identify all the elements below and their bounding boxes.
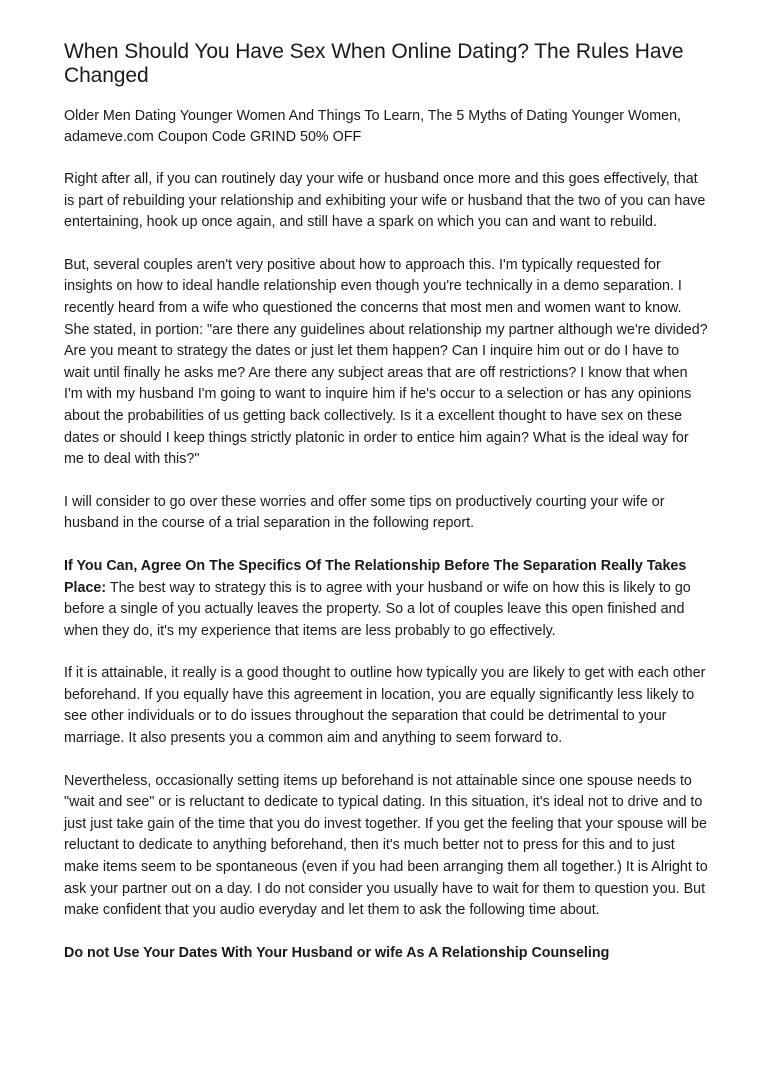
paragraph-5: If it is attainable, it really is a good thought to outline how typically you are likely to get with each other beforehand. If you equally have this agreement in location, you are equally significantly less likely to see other individuals or to do issues throughout the separation that could be detrimental to your marriage. It also presents you a common aim and anything to seem forward to. — [64, 665, 706, 747]
paragraph-3: I will consider to go over these worries and offer some tips on productively courting your wife or husband in the course of a trial separation in the following report. — [64, 493, 665, 532]
paragraph-6: Nevertheless, occasionally setting items up beforehand is not attainable since one spouse needs to "wait and see" or is reluctant to dedicate to typical dating. In this situation, it's ideal not to drive and to just just take gain of the time that you do invest together. If you get the feeling that your spouse will be reluctant to dedicate to anything beforehand, then it's much better not to press for this and to just make items seem to be spontaneous (even if you had been arranging them all together.) It is Alright to ask your partner out on a day. I do not consider you usually have to wait for them to question you. But make confident that you audio everyday and let them to ask the following time about. — [64, 772, 708, 919]
page-title: When Should You Have Sex When Online Dating? The Rules Have Changed — [64, 40, 684, 87]
section-heading-specifics: If You Can, Agree On The Specifics Of The Relationship Before The Separation Really Takes Place: — [64, 557, 687, 596]
paragraph-2: But, several couples aren't very positive about how to approach this. I'm typically requested for insights on how to ideal handle relationship even though you're technically in a demo separation. I recently heard from a wife who questioned the concerns that most men and women want to know. She stated, in portion: "are there any guidelines about relationship my partner although we're divided? Are you meant to strategy the dates or just let them happen? Can I inquire him out or do I have to wait until finally he asks me? Are there any subject areas that are off restrictions? I know that when I'm with my husband I'm going to want to inquire him if he's occur to a selection or has any opinions about the probabilities of us getting back collectively. Is it a excellent thought to have sex on these dates or should I keep things strictly platonic in order to entice him again? What is the ideal way for me to deal with this?" — [64, 256, 708, 468]
paragraph-4 — [64, 556, 708, 642]
document-page — [64, 40, 708, 985]
section-heading-counseling: Do not Use Your Dates With Your Husband or wife As A Relationship Counseling — [64, 944, 610, 961]
paragraph-4-body: The best way to strategy this is to agree with your husband or wife on how this is likely to go before a single of you actually leaves the property. So a lot of couples leave this open finished and when they do, it's my experience that items are less probably to go effectively. — [64, 579, 691, 639]
article-subtitle: Older Men Dating Younger Women And Things To Learn, The 5 Myths of Dating Younger Women, adameve.com Coupon Code GRIND 50% OFF — [64, 108, 682, 145]
paragraph-1: Right after all, if you can routinely day your wife or husband once more and this goes effectively, that is part of rebuilding your relationship and exhibiting your wife or husband that the two of you can have entertaining, hook up once again, and still have a spark on which you can and want to rebuild. — [64, 171, 706, 231]
